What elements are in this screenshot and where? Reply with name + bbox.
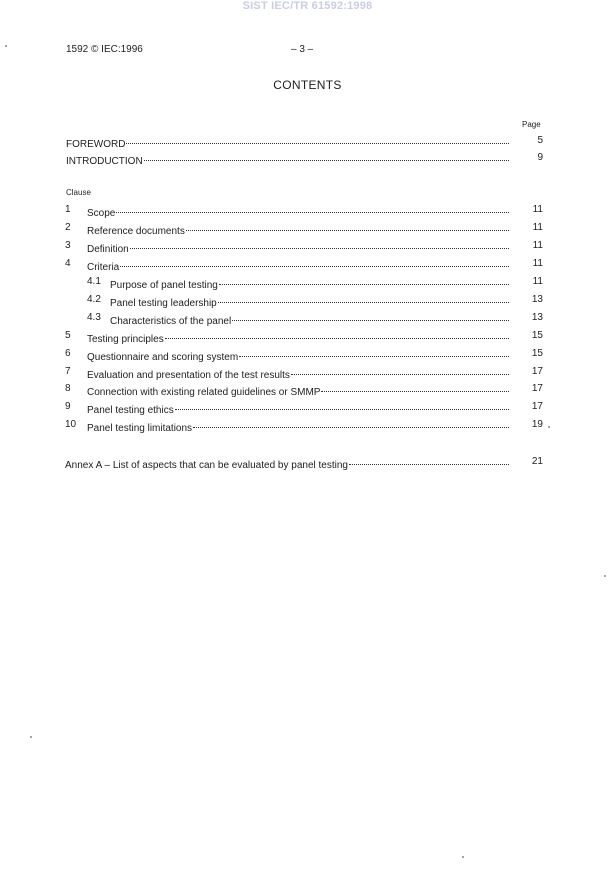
toc-entry-clause-2[interactable]: [0, 221, 615, 235]
toc-entry-label: Scope: [87, 208, 116, 219]
toc-entry-number: 4.2: [87, 294, 101, 305]
leader-dots: [218, 293, 509, 303]
scan-speck: [604, 575, 606, 577]
toc-entry-label: FOREWORD: [66, 139, 126, 150]
toc-entry-label: Definition: [87, 244, 129, 255]
leader-dots: [165, 329, 509, 339]
toc-entry-introduction[interactable]: [0, 151, 615, 165]
scan-speck: [5, 45, 7, 47]
toc-entry-clause-9[interactable]: [0, 400, 615, 414]
toc-entry-clause-10[interactable]: [0, 418, 615, 432]
toc-entry-clause-6[interactable]: [0, 347, 615, 361]
leader-dots: [144, 151, 509, 161]
toc-entry-number: 10: [65, 419, 77, 430]
clause-column-label: Clause: [66, 188, 91, 197]
document-watermark: SIST IEC/TR 61592:1998: [242, 0, 373, 12]
toc-entry-label: Criteria: [87, 262, 120, 273]
toc-entry-foreword[interactable]: [0, 134, 615, 148]
leader-dots: [291, 365, 509, 375]
toc-entry-page: 11: [532, 222, 543, 233]
leader-dots: [321, 382, 509, 392]
page-number: – 3 –: [291, 44, 314, 55]
toc-entry-clause-4-2[interactable]: [0, 293, 615, 307]
scan-speck: [30, 736, 32, 738]
leader-dots: [232, 311, 509, 321]
toc-entry-number: 9: [65, 401, 71, 412]
toc-entry-page: 17: [531, 383, 543, 394]
toc-entry-page: 5: [537, 135, 543, 146]
leader-dots: [116, 203, 509, 213]
toc-entry-page: 15: [531, 348, 543, 359]
toc-entry-label: Panel testing leadership: [110, 298, 217, 309]
toc-entry-number: 3: [65, 240, 71, 251]
toc-entry-page: 13: [531, 294, 543, 305]
scan-speck: [548, 426, 550, 428]
toc-entry-number: 2: [65, 222, 71, 233]
leader-dots: [219, 275, 509, 285]
toc-entry-label: Characteristics of the panel: [110, 316, 232, 327]
toc-entry-label: Annex A – List of aspects that can be evaluated by panel testing: [65, 460, 348, 471]
leader-dots: [193, 418, 509, 428]
toc-entry-page: 11: [532, 204, 543, 215]
toc-entry-page: 17: [531, 366, 543, 377]
toc-entry-page: 9: [537, 152, 543, 163]
leader-dots: [126, 134, 509, 144]
toc-entry-clause-5[interactable]: [0, 329, 615, 343]
toc-entry-label: Connection with existing related guidelines or SMMP: [87, 387, 321, 398]
toc-entry-number: 4.3: [87, 312, 101, 323]
toc-entry-number: 4: [65, 258, 71, 269]
toc-entry-page: 19: [531, 419, 543, 430]
toc-entry-label: Testing principles: [87, 334, 164, 345]
toc-entry-number: 8: [65, 383, 71, 394]
leader-dots: [186, 221, 509, 231]
leader-dots: [175, 400, 509, 410]
toc-entry-clause-8[interactable]: [0, 382, 615, 396]
leader-dots: [130, 239, 509, 249]
toc-entry-number: 6: [65, 348, 71, 359]
scan-speck: [462, 856, 464, 858]
toc-entry-label: Purpose of panel testing: [110, 280, 218, 291]
toc-entry-page: 13: [531, 312, 543, 323]
toc-entry-label: Panel testing ethics: [87, 405, 174, 416]
toc-entry-label: Panel testing limitations: [87, 423, 193, 434]
toc-entry-label: Reference documents: [87, 226, 185, 237]
leader-dots: [239, 347, 509, 357]
toc-entry-clause-4-3[interactable]: [0, 311, 615, 325]
toc-entry-page: 21: [531, 456, 543, 467]
toc-entry-number: 7: [65, 366, 71, 377]
toc-entry-clause-3[interactable]: [0, 239, 615, 253]
toc-entry-annex-a[interactable]: [0, 455, 615, 469]
toc-entry-clause-7[interactable]: [0, 365, 615, 379]
toc-entry-number: 4.1: [87, 276, 101, 287]
header-standard-reference: 1592 © IEC:1996: [66, 44, 143, 55]
toc-entry-clause-1[interactable]: [0, 203, 615, 217]
toc-entry-label: Questionnaire and scoring system: [87, 352, 239, 363]
leader-dots: [349, 455, 509, 465]
toc-entry-page: 11: [532, 258, 543, 269]
toc-entry-clause-4[interactable]: [0, 257, 615, 271]
toc-entry-number: 1: [65, 204, 71, 215]
toc-entry-label: INTRODUCTION: [66, 156, 143, 167]
toc-entry-page: 17: [531, 401, 543, 412]
toc-entry-page: 11: [532, 240, 543, 251]
toc-entry-number: 5: [65, 330, 71, 341]
page-title: CONTENTS: [273, 78, 342, 92]
toc-entry-page: 15: [531, 330, 543, 341]
toc-entry-label: Evaluation and presentation of the test results: [87, 370, 290, 381]
page-column-label: Page: [522, 120, 541, 129]
toc-entry-page: 11: [532, 276, 543, 287]
leader-dots: [120, 257, 509, 267]
toc-entry-clause-4-1[interactable]: [0, 275, 615, 289]
